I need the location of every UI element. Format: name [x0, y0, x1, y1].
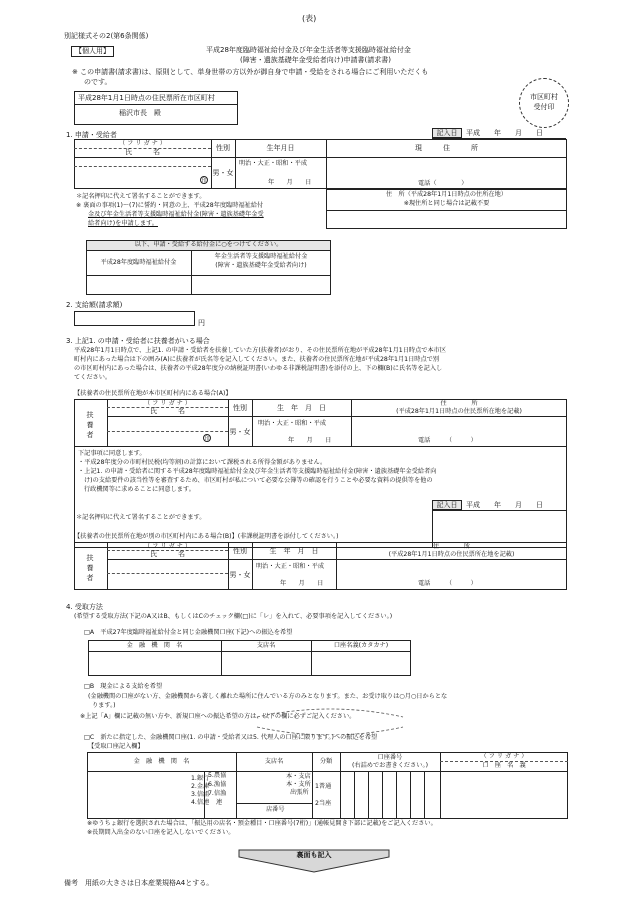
- long-unused-note: ※長期間入出金のない口座を記入しないでください。: [87, 829, 235, 836]
- sign-note: ＊記名押印に代えて署名することができます。: [76, 193, 206, 200]
- bank-type-7-cont: 連: [216, 799, 223, 806]
- dashed-divider-arc: [255, 705, 405, 735]
- entry-date-value[interactable]: 平成 年 月 日: [466, 129, 543, 137]
- a-gender-header: 性別: [233, 404, 247, 412]
- form-title: 平成28年度臨時福祉給付金及び年金生活者等支援臨時福祉給付金: [206, 46, 411, 54]
- b-era-options[interactable]: 明治・大正・昭和・平成: [256, 563, 325, 570]
- furigana-header: （ フ リ ガ ナ ）: [119, 140, 166, 147]
- bank-type-3[interactable]: 3.信組: [191, 791, 210, 798]
- bank-type-7[interactable]: 7.信漁: [208, 790, 227, 797]
- a-sign-note: ＊記名押印に代えて署名することができます。: [76, 514, 206, 521]
- dob-ymd[interactable]: 年 月 日: [268, 179, 312, 186]
- addressee-value: 稲沢市長 殿: [119, 109, 161, 117]
- a-address-sub: (平成28年1月1日時点の住民票所在地を記載): [396, 408, 522, 415]
- option-b-note-2: ります。): [92, 702, 116, 709]
- jan1-address-note: ※現住所と同じ場合は記載不要: [403, 200, 490, 207]
- a-entry-date-label: 記入日: [432, 500, 462, 510]
- personal-use-tag: 【個人用】: [71, 46, 114, 57]
- era-options[interactable]: 明治・大正・昭和・平成: [239, 160, 308, 167]
- a-entry-date-value[interactable]: 平成 年 月 日: [466, 501, 543, 509]
- receiving-account-heading: 【受取口座記入欄】: [88, 743, 144, 750]
- section-3-heading: 3. 上記1. の申請・受給者に扶養者がいる場合: [66, 337, 210, 345]
- c-furigana-header: （ フ リ ガ ナ ）: [480, 753, 528, 760]
- b-gender-header: 性別: [233, 547, 247, 555]
- s3-para-3: の市区町村内にあった場合は、扶養者の平成28年度分の納税証明書(いわゆる非課税証明書)を添付の上、下の欄(B)に氏名等を記入し: [74, 365, 443, 372]
- a-seal-mark: 印: [204, 436, 210, 442]
- s3-para-1: 平成28年1月1日時点で、上記1. の申請・受給者を扶養していた方(扶養者)がおり、その住民票所在地が平成28年1月1日時点で本市区: [74, 347, 447, 354]
- b-gender-value[interactable]: 男・女: [229, 571, 251, 579]
- bank-type-1[interactable]: 1.銀行: [191, 775, 210, 782]
- stamp-label: 市区町村: [530, 93, 558, 101]
- a-dob-header: 生 年 月 日: [277, 404, 326, 412]
- agree-item-2: ・上記1. の申請・受給者に関する平成28年度臨時福祉給付金及び年金生活者等支援臨時福祉給付金(障害・遺族基礎年金受給者向: [78, 468, 437, 475]
- bank-type-6[interactable]: 6.漁協: [208, 781, 227, 788]
- entry-date-label: 記入日: [432, 128, 462, 138]
- usage-note-cont: のです。: [84, 78, 112, 86]
- b-phone[interactable]: 電話 （ ）: [418, 580, 477, 587]
- store-number-label: 店番号: [266, 806, 285, 813]
- b-address-header: 住 所: [432, 543, 471, 550]
- c-branch-header: 支店名: [264, 758, 284, 765]
- section-4-heading: 4. 受取方法: [66, 603, 103, 611]
- oath-line-3: 給者向け)を申請します。: [88, 220, 158, 227]
- a-phone[interactable]: 電話 （ ）: [418, 437, 477, 444]
- benefit-option-2[interactable]: 年金生活者等支援臨時福祉給付金: [214, 253, 308, 260]
- oath-line-2: 金及び年金生活者等支援臨時福祉給付金(障害・遺族基礎年金受: [88, 211, 264, 218]
- benefit-option-2-sub: (障害・遺族基礎年金受給者向け): [215, 262, 307, 269]
- bank-type-5[interactable]: 5.農協: [208, 772, 227, 779]
- c-holder-header: 口 座 名 義: [482, 762, 526, 769]
- dependent-a-label: 扶養者: [86, 411, 94, 439]
- page-side-label: (表): [302, 14, 317, 23]
- address-header: 現 住 所: [415, 144, 478, 152]
- paper-size-remark: 備考 用紙の大きさは日本産業規格A4とする。: [64, 879, 214, 887]
- a-holder-header: 口座名義(カタカナ): [333, 642, 389, 649]
- b-address-sub: (平成28年1月1日時点の住民票所在地を記載): [388, 551, 515, 558]
- a-branch-header: 支店名: [256, 642, 276, 649]
- a-bank-name-header: 金 融 機 関 名: [126, 642, 183, 649]
- c-bank-name-header: 金 融 機 関 名: [133, 758, 190, 765]
- a-gender-value[interactable]: 男・女: [229, 428, 251, 436]
- option-b-checkbox[interactable]: □B 現金による支給を希望: [84, 683, 163, 690]
- branch-type-1[interactable]: 本・支店: [286, 773, 311, 780]
- oath-line-1: ※ 裏面の事項(1)～(7)に誓約・同意の上、平成28年度臨時福祉給付: [76, 202, 264, 209]
- gender-header: 性別: [216, 144, 230, 152]
- new-account-note: ※上記「A」欄に記載の無い方や、新規口座への振込希望の方は、以下の欄に必ずご記入ください。: [80, 713, 356, 720]
- yen-unit: 円: [198, 319, 205, 327]
- a-address-header: 住 所: [440, 400, 478, 407]
- continue-on-back-label: 裏面も記入: [296, 851, 332, 859]
- option-c-checkbox[interactable]: □C 新たに指定した、金融機関口座(1. の申請・受給者又は5. 代理人の口座に限ります。)への振込を希望: [84, 734, 378, 741]
- gender-value[interactable]: 男・女: [212, 169, 234, 177]
- c-account-number-sub: (右詰めでお書きください。): [352, 762, 428, 769]
- agree-intro: 下記事項に同意します。: [78, 450, 146, 457]
- section-2-heading: 2. 支給額(請求額): [66, 301, 123, 309]
- applicant-phone[interactable]: 電話（ ）: [418, 180, 468, 187]
- account-type-1[interactable]: 1普通: [315, 783, 332, 790]
- branch-type-3[interactable]: 出張所: [290, 789, 309, 796]
- seal-mark: 印: [201, 178, 207, 184]
- reception-stamp-area: [519, 78, 569, 128]
- dependent-b-label: 扶養者: [86, 554, 94, 582]
- a-furigana-header: （ フ リ ガ ナ ）: [144, 400, 191, 407]
- form-reference: 別記様式その2(第6条関係): [64, 32, 149, 40]
- amount-field[interactable]: [74, 311, 195, 326]
- agree-item-1: ・平成28年度分の市町村民税(均等割)の計算において課税される所得金額がありません。: [78, 459, 327, 466]
- s4-intro: (希望する受取方法(下記のA又はB、もしくはCのチェック欄(□)に「レ」を入れて、必要事項を記入してください。): [74, 613, 393, 620]
- s3b-heading: 【扶養者の住民票所在地が別の市区町村内にある場合(B)】(非課税証明書を添付してください。): [74, 533, 339, 540]
- addressee-label: 平成28年1月1日時点の住民票所在市区町村: [78, 94, 215, 102]
- c-account-number-header: 口座番号: [377, 754, 403, 761]
- s3-para-2: 町村内にあった場合は下の囲み(A)に扶養者が氏名等を記入してください。また、扶養者の住民票所在地が平成28年1月1日時点で別: [74, 356, 440, 363]
- b-dob-ymd[interactable]: 年 月 日: [280, 580, 324, 587]
- usage-note: ※ この申請書(請求書)は、原則として、単身世帯の方以外が御自身で申請・受給をされる場合にご利用いただくも: [72, 68, 429, 76]
- option-b-note-1: (金融機関の口座がない方、金融機関から著しく離れた場所に住んでいる方のみとなります。また、お受け取りは○月○日からとな: [88, 693, 448, 700]
- agree-item-2-cont: け)の支給要件の該当性等を審査するため、市区町村が私について必要な公簿等の確認を行うことや必要な資料の提供等を他の: [84, 477, 433, 484]
- a-era-options[interactable]: 明治・大正・昭和・平成: [258, 420, 327, 427]
- stamp-label-2: 受付印: [533, 103, 555, 111]
- yucho-note: ※ゆうちょ銀行を選択された場合は、「振込用の店名・預金種目・口座番号(7桁)」(通帳見開き下部に記載)をご記入ください。: [87, 820, 437, 827]
- option-a-checkbox[interactable]: □A 平成27年度臨時福祉給付金と同じ金融機関口座(下記)への振込を希望: [84, 629, 293, 636]
- a-dob-ymd[interactable]: 年 月 日: [288, 437, 332, 444]
- benefit-option-1[interactable]: 平成28年度臨時福祉給付金: [100, 259, 177, 266]
- account-type-2[interactable]: 2当座: [315, 800, 332, 807]
- dob-header: 生年月日: [266, 144, 295, 152]
- form-subtitle: (障害・遺族基礎年金受給者向け)申請書(請求書): [240, 56, 391, 64]
- s3-para-4: てください。: [74, 374, 112, 381]
- s3a-heading: 【扶養者の住民票所在地が本市区町村内にある場合(A)】: [74, 390, 232, 397]
- branch-type-2[interactable]: 本・支所: [286, 781, 311, 788]
- agree-item-2-cont-2: 行政機関等に求めることに同意します。: [84, 486, 195, 493]
- b-name-header: 氏 名: [150, 550, 185, 558]
- bank-type-2[interactable]: 2.金庫: [191, 783, 210, 790]
- a-name-header: 氏 名: [150, 407, 185, 415]
- bank-type-4[interactable]: 4.信連: [191, 799, 210, 806]
- section-1-heading: 1. 申請・受給者: [66, 131, 117, 139]
- c-type-header: 分類: [319, 758, 333, 765]
- b-furigana-header: （ フ リ ガ ナ ）: [144, 543, 191, 550]
- benefit-select-label: 以下、申請・受給する給付金に○をつけてください。: [87, 241, 330, 250]
- b-dob-header: 生 年 月 日: [269, 547, 319, 555]
- jan1-address-label: 住 所（平成28年1月1日時点の住所在地）: [386, 191, 507, 198]
- name-header: 氏 名: [125, 148, 160, 156]
